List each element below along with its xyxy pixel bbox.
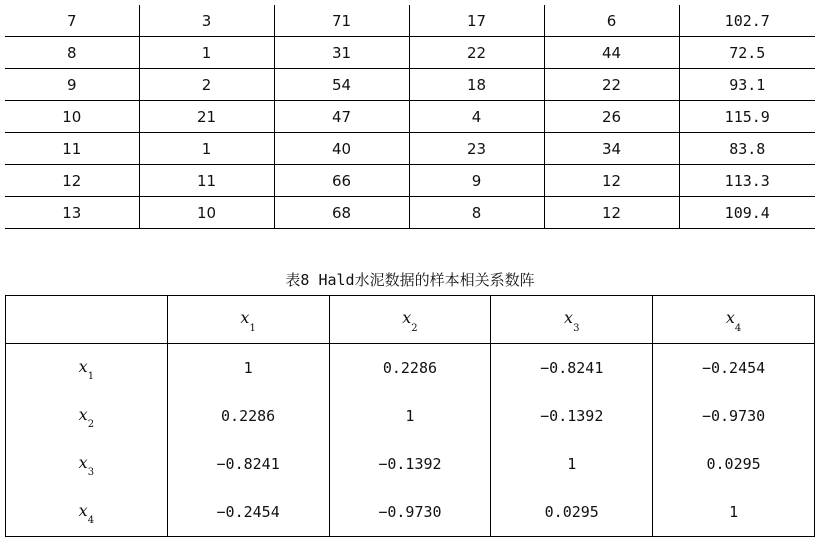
table-cell: 10	[139, 197, 274, 229]
table-cell: 34	[544, 133, 679, 165]
matrix-cell: −0.1392	[329, 440, 491, 488]
table-caption: 表8 Hald水泥数据的样本相关系数阵	[285, 271, 535, 289]
table-cell: 7	[5, 5, 139, 37]
table-cell: 12	[544, 197, 679, 229]
table-cell: 18	[409, 69, 544, 101]
variable-symbol: x	[564, 308, 574, 328]
variable-symbol: x	[78, 452, 88, 472]
matrix-cell: −0.2454	[167, 488, 329, 537]
matrix-cell: 1	[491, 440, 653, 488]
table-cell: 22	[544, 69, 679, 101]
table-cell: 10	[5, 101, 139, 133]
table-row	[5, 165, 815, 197]
matrix-row	[6, 344, 815, 393]
row-header	[6, 440, 168, 488]
table-cell: 13	[5, 197, 139, 229]
table-cell: 12	[544, 165, 679, 197]
table-cell: 11	[5, 133, 139, 165]
table-cell: 26	[544, 101, 679, 133]
matrix-cell: −0.9730	[329, 488, 491, 537]
table-cell: 31	[274, 37, 409, 69]
table-cell: 113.3	[679, 165, 815, 197]
row-header	[6, 488, 168, 537]
table-cell: 8	[409, 197, 544, 229]
matrix-cell: 0.2286	[329, 344, 491, 393]
matrix-cell: 0.0295	[491, 488, 653, 537]
variable-symbol: x	[78, 500, 88, 520]
table-cell: 115.9	[679, 101, 815, 133]
table-cell: 6	[544, 5, 679, 37]
variable-symbol: x	[725, 308, 735, 328]
table-cell: 3	[139, 5, 274, 37]
matrix-cell: −0.8241	[167, 440, 329, 488]
matrix-cell: 1	[653, 488, 815, 537]
table-cell: 2	[139, 69, 274, 101]
table-row	[5, 197, 815, 229]
variable-subscript: 2	[411, 322, 418, 334]
correlation-matrix-table	[5, 295, 815, 537]
table-cell: 102.7	[679, 5, 815, 37]
table-cell: 12	[5, 165, 139, 197]
table-cell: 71	[274, 5, 409, 37]
table-cell: 72.5	[679, 37, 815, 69]
table-cell: 17	[409, 5, 544, 37]
table-cell: 23	[409, 133, 544, 165]
table-row	[5, 69, 815, 101]
table-cell: 40	[274, 133, 409, 165]
table-cell: 22	[409, 37, 544, 69]
table-row	[5, 37, 815, 69]
variable-symbol: x	[402, 308, 412, 328]
matrix-cell: −0.1392	[491, 392, 653, 440]
table-row	[5, 5, 815, 37]
header-row	[6, 296, 815, 344]
table-cell: 1	[139, 133, 274, 165]
table-cell: 11	[139, 165, 274, 197]
matrix-cell: −0.9730	[653, 392, 815, 440]
matrix-cell: 1	[167, 344, 329, 393]
table-cell: 44	[544, 37, 679, 69]
matrix-cell: 0.0295	[653, 440, 815, 488]
row-header	[6, 344, 168, 393]
row-header	[6, 392, 168, 440]
column-header	[167, 296, 329, 344]
matrix-row	[6, 392, 815, 440]
column-header	[491, 296, 653, 344]
variable-symbol: x	[78, 404, 88, 424]
matrix-row	[6, 488, 815, 537]
variable-subscript: 1	[249, 322, 256, 334]
variable-subscript: 1	[87, 371, 95, 383]
table-row	[5, 133, 815, 165]
table-cell: 66	[274, 165, 409, 197]
table-cell: 21	[139, 101, 274, 133]
variable-subscript: 4	[87, 515, 95, 527]
variable-subscript: 3	[87, 467, 95, 479]
column-header	[653, 296, 815, 344]
table-cell: 47	[274, 101, 409, 133]
table-cell: 109.4	[679, 197, 815, 229]
table-cell: 93.1	[679, 69, 815, 101]
matrix-cell: −0.8241	[491, 344, 653, 393]
variable-symbol: x	[240, 308, 250, 328]
table-cell: 4	[409, 101, 544, 133]
hald-data-table	[5, 5, 815, 229]
table-cell: 9	[409, 165, 544, 197]
matrix-cell: 1	[329, 392, 491, 440]
table-cell: 68	[274, 197, 409, 229]
table-cell: 9	[5, 69, 139, 101]
table-row	[5, 101, 815, 133]
matrix-row	[6, 440, 815, 488]
matrix-cell: 0.2286	[167, 392, 329, 440]
table-cell: 8	[5, 37, 139, 69]
table-cell: 1	[139, 37, 274, 69]
table-cell: 54	[274, 69, 409, 101]
variable-subscript: 2	[87, 419, 95, 431]
corner-cell	[6, 296, 168, 344]
column-header	[329, 296, 491, 344]
variable-subscript: 4	[734, 322, 742, 334]
matrix-cell: −0.2454	[653, 344, 815, 393]
table-cell: 83.8	[679, 133, 815, 165]
variable-symbol: x	[78, 356, 88, 376]
variable-subscript: 3	[573, 322, 580, 334]
